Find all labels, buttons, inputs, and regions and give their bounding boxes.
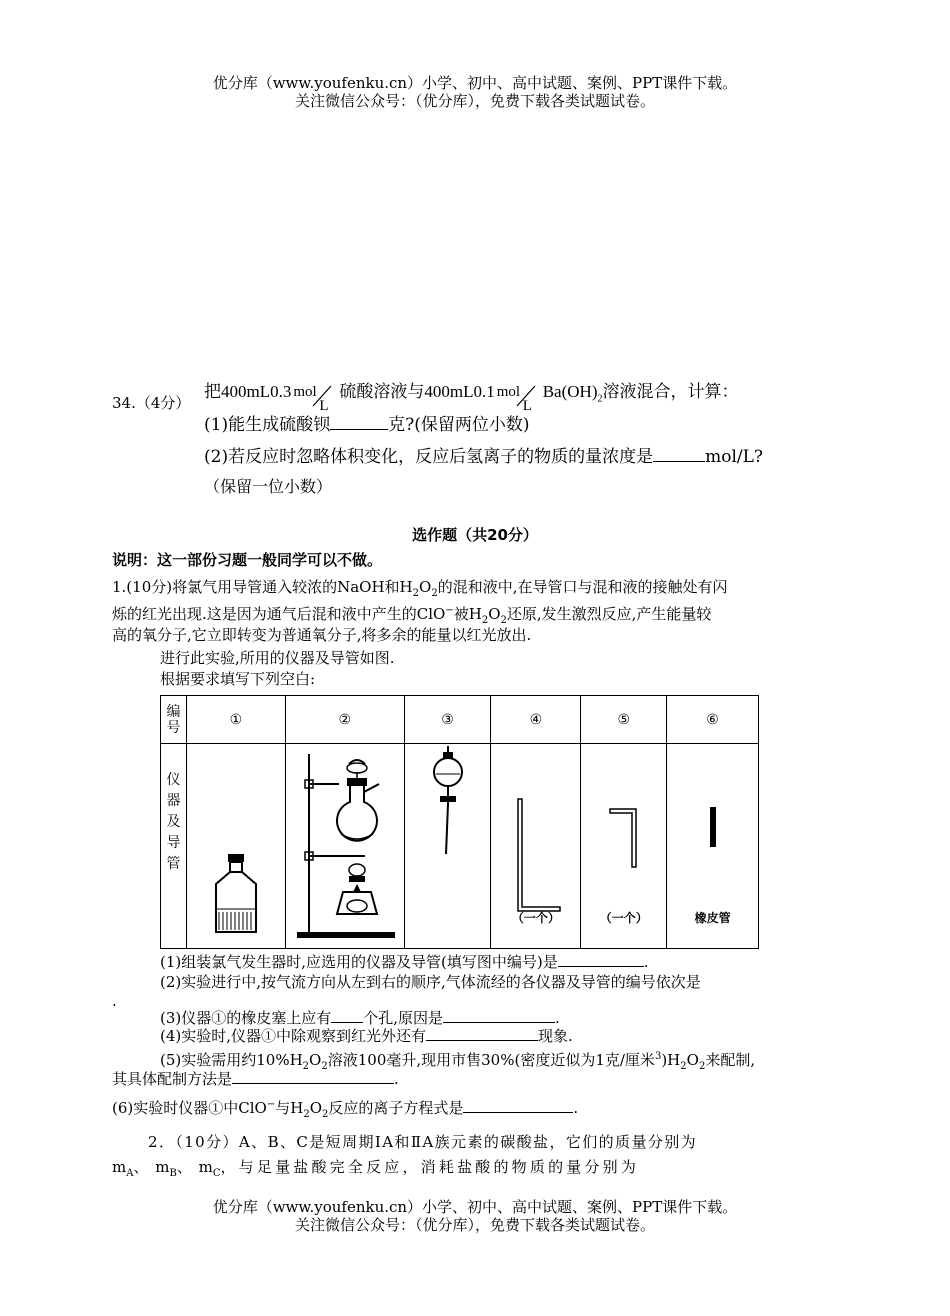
q1-s5-i: O <box>686 1051 699 1069</box>
apparatus-cell-6 <box>667 744 759 949</box>
q1-l2-a: 烁的红光出现.这是因为通气后混和液中产生的ClO <box>112 605 446 623</box>
q1-s5-f: 3 <box>654 1051 662 1062</box>
apparatus-num-3: ③ <box>404 696 491 744</box>
q1-l1-b: 2 <box>412 588 420 599</box>
q1-s5-c: O <box>309 1051 322 1069</box>
q1-s1-a: (1)组装氯气发生器时,应选用的仪器及导管(填写图中编号)是 <box>160 953 558 971</box>
q1-s5-m: . <box>394 1070 399 1088</box>
q34-sub2-c: （保留一位小数） <box>204 477 333 496</box>
apparatus-cell-5 <box>581 744 667 949</box>
apparatus-row-label-cell <box>161 744 187 949</box>
apparatus-header-row <box>161 696 759 744</box>
rubber-tube-icon <box>668 759 757 929</box>
apparatus-caption-6: 橡皮管 <box>694 911 731 925</box>
q1-sub-4 <box>160 1025 573 1047</box>
section-note: 说明：这一部份习题一般同学可以不做。 <box>112 551 383 569</box>
q1-s6-b: 与H <box>275 1099 304 1117</box>
q1-sub-1 <box>160 951 649 973</box>
footer-line-2: 关注微信公众号：（优分库），免费下载各类试题试卷。 <box>294 1216 655 1234</box>
header-line-2: 关注微信公众号：（优分库），免费下载各类试题试卷。 <box>294 92 655 110</box>
q1-s5-e: 溶液100毫升,现用市售30%(密度近似为1克/厘米 <box>327 1051 655 1069</box>
flask-stand-icon <box>287 744 403 944</box>
apparatus-cell-3 <box>404 744 491 949</box>
q1-l2-b: 被H <box>453 605 482 623</box>
q1-s5-d: 2 <box>321 1061 328 1072</box>
q2-l2-e: 、 m <box>176 1158 213 1176</box>
q1-l2-f: 还原,发生激烈反应,产生能量较 <box>506 605 712 623</box>
q1-s6-d: O <box>309 1099 322 1117</box>
q1-l1-a: 1.(10分)将氯气用导管通入较浓的NaOH和H <box>112 578 413 596</box>
q2-line-1: 2．（10分）A、B、C是短周期ⅠA和ⅡA族元素的碳酸盐，它们的质量分别为 <box>148 1133 698 1151</box>
q1-l2-sup: − <box>445 605 454 616</box>
l-tube-icon <box>492 759 579 929</box>
q1-line-5: 根据要求填写下列空白: <box>160 670 316 688</box>
unit-fraction-2 <box>495 378 543 415</box>
bent-tube-icon <box>582 759 665 929</box>
q1-line-3: 高的氧分子,它立即转变为普通氧分子,将多余的能量以红光放出. <box>112 626 532 644</box>
q2-l2-f: C <box>212 1168 221 1179</box>
q34-number: 34.（4分） <box>112 394 191 412</box>
q34-sub: 2 <box>597 393 603 405</box>
header-line-1: 优分库（www.youfenku.cn）小学、初中、高中试题、案例、PPT课件下载。 <box>212 74 738 92</box>
q1-sub-2: (2)实验进行中,按气流方向从左到右的顺序,气体流经的各仪器及导管的编号依次是 <box>160 973 701 991</box>
q1-s3-a: (3)仪器①的橡皮塞上应有 <box>160 1009 332 1027</box>
q1-s4-a: (4)实验时,仪器①中除观察到红光外还有 <box>160 1027 427 1045</box>
apparatus-table <box>160 695 759 949</box>
apparatus-cell-2 <box>285 744 404 949</box>
q1-s5-h: 2 <box>680 1061 687 1072</box>
q1-l2-c: 2 <box>481 615 489 626</box>
q1-l2-d: O <box>488 605 501 623</box>
q2-l2-c: 、 m <box>133 1158 170 1176</box>
apparatus-image-row <box>161 744 759 949</box>
q34-answer-blank-1[interactable] <box>330 415 388 430</box>
q2-l2-d: B <box>169 1168 177 1179</box>
q1-sub-5-cont <box>112 1068 399 1090</box>
q1-answer-blank-3b[interactable] <box>443 1008 555 1023</box>
separatory-funnel-icon <box>406 744 490 944</box>
q1-s4-b: 现象. <box>538 1027 573 1045</box>
q1-sub-6 <box>112 1094 578 1126</box>
apparatus-cell-1 <box>187 744 286 949</box>
q1-s5-k: 来配制, <box>705 1051 756 1069</box>
q1-s6-a: (6)实验时仪器①中ClO <box>112 1099 267 1117</box>
q1-l2-e: 2 <box>500 615 507 626</box>
footer-line-1: 优分库（www.youfenku.cn）小学、初中、高中试题、案例、PPT课件下载。 <box>212 1198 738 1216</box>
q1-s3-b: 个孔,原因是 <box>363 1009 444 1027</box>
q1-s6-c: 2 <box>303 1109 310 1120</box>
apparatus-num-4: ④ <box>491 696 581 744</box>
reagent-bottle-icon <box>188 744 284 944</box>
q1-s6-e: 2 <box>322 1109 329 1120</box>
q1-l1-c: O <box>419 578 432 596</box>
q1-answer-blank-3a[interactable] <box>331 1008 363 1023</box>
apparatus-caption-5: （一个） <box>599 911 648 925</box>
unit-den-2: L <box>522 398 532 415</box>
q1-answer-blank-4[interactable] <box>426 1026 538 1041</box>
q1-s6-sup: − <box>266 1099 276 1110</box>
q1-s5-j: 2 <box>698 1061 706 1072</box>
apparatus-cell-4 <box>491 744 581 949</box>
q2-line-2 <box>112 1156 838 1185</box>
q34-text-1: 把400mL0.3 <box>204 382 292 401</box>
apparatus-header-label: 编号 <box>166 703 181 736</box>
apparatus-row-label: 仪器及导管 <box>166 772 181 872</box>
q2-l2-b: A <box>126 1168 134 1179</box>
q1-s5-g: )H <box>661 1051 681 1069</box>
q34-sub1-a: (1)能生成硫酸钡 <box>204 415 331 435</box>
q34-sub-1 <box>204 414 529 436</box>
apparatus-caption-4: （一个） <box>511 911 560 925</box>
apparatus-num-5: ⑤ <box>581 696 667 744</box>
fraction-slash-icon <box>495 378 543 408</box>
apparatus-num-2: ② <box>285 696 404 744</box>
q34-text-4: 溶液混合，计算： <box>602 382 739 401</box>
q1-l1-d: 2 <box>431 588 438 599</box>
q1-s5-l: 其具体配制方法是 <box>112 1070 233 1088</box>
q1-answer-blank-6[interactable] <box>463 1098 573 1113</box>
apparatus-num-1: ① <box>187 696 286 744</box>
q2-l2-a: m <box>112 1158 127 1176</box>
q34-line-1 <box>204 374 738 417</box>
q34-answer-blank-2[interactable] <box>653 447 705 462</box>
q34-text-3: Ba(OH) <box>542 382 598 401</box>
unit-num-1: mol <box>293 384 317 401</box>
q34-sub-2 <box>204 446 763 468</box>
q1-line-4: 进行此实验,所用的仪器及导管如图. <box>160 649 395 667</box>
apparatus-header-label-cell <box>161 696 187 744</box>
unit-fraction-1 <box>291 378 339 415</box>
q1-l1-e: 的混和液中,在导管口与混和液的接触处有闪 <box>437 578 728 596</box>
q1-s3-c: . <box>555 1009 560 1027</box>
q2-l2-g: ，与足量盐酸完全反应，消耗盐酸的物质的量分别为 <box>220 1158 640 1176</box>
q1-s5-a: (5)实验需用约10%H <box>160 1051 303 1069</box>
section-title: 选作题（共20分） <box>412 526 538 544</box>
unit-num-2: mol <box>496 384 521 401</box>
unit-den-1: L <box>319 398 329 415</box>
q34-sub1-b: 克?(保留两位小数) <box>388 415 530 435</box>
q1-answer-blank-1[interactable] <box>558 952 644 967</box>
q1-s5-b: 2 <box>302 1061 310 1072</box>
q1-s6-g: . <box>573 1099 579 1117</box>
q1-s1-b: . <box>643 953 649 971</box>
q34-sub2-a: (2)若反应时忽略体积变化，反应后氢离子的物质的量浓度是 <box>204 447 654 467</box>
fraction-slash-icon <box>291 378 339 408</box>
q1-s6-f: 反应的离子方程式是 <box>328 1099 464 1117</box>
q1-answer-blank-5[interactable] <box>232 1069 394 1084</box>
q34-sub2-b: mol/L? <box>705 447 764 467</box>
apparatus-num-6: ⑥ <box>667 696 759 744</box>
q34-text-2: 硫酸溶液与400mL0.1 <box>339 382 495 401</box>
q1-sub-2-dot: . <box>112 992 117 1010</box>
